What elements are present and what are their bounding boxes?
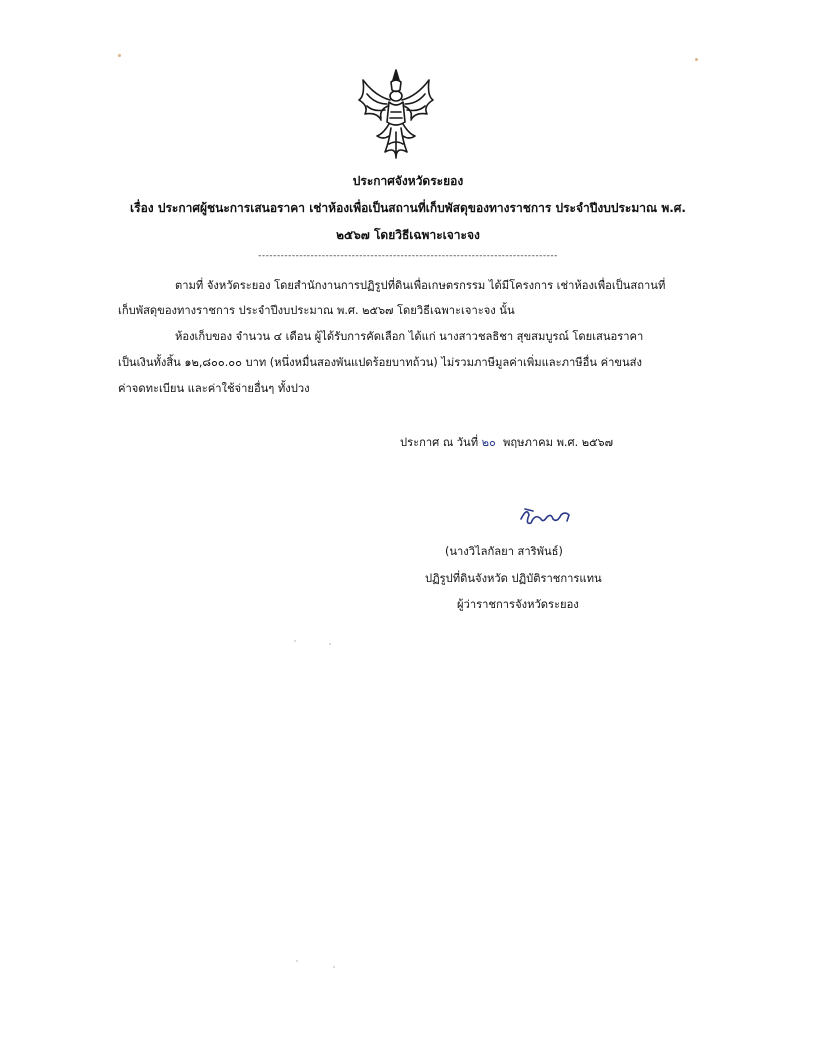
garuda-emblem-icon [355, 66, 437, 164]
announcement-date [400, 437, 613, 448]
date-prefix: ประกาศ ณ วันที่ [400, 436, 479, 449]
announcement-title: ประกาศจังหวัดระยอง [352, 174, 464, 188]
scan-speck [294, 640, 296, 642]
scan-speck [333, 966, 335, 968]
handwritten-signature [515, 505, 575, 529]
signatory-position: ปฏิรูปที่ดินจังหวัด ปฏิบัติราชการแทน [425, 572, 602, 585]
body-paragraph-2-line-3: ค่าจดทะเบียน และค่าใช้จ่ายอื่นๆ ทั้งปวง [118, 382, 310, 395]
body-paragraph-2-line-1: ห้องเก็บของ จำนวน ๔ เดือน ผู้ได้รับการคัดเลือก ได้แก่ นางสาวชลธิชา สุขสมบูรณ์ โดยเสนอราคา [175, 330, 644, 343]
scan-speck [695, 58, 698, 61]
body-paragraph-1-line-2: เก็บพัสดุของทางราชการ ประจำปีงบประมาณ พ.ศ. ๒๕๖๗ โดยวิธีเฉพาะเจาะจง นั้น [118, 304, 515, 317]
scan-speck [329, 643, 331, 645]
signatory-name: (นางวิไลกัลยา สาริพันธ์) [445, 545, 563, 558]
scan-speck [118, 54, 121, 57]
scan-speck [296, 960, 298, 962]
body-paragraph-2-line-2: เป็นเงินทั้งสิ้น ๑๒,๘๐๐.๐๐ บาท (หนึ่งหมื่นสองพันแปดร้อยบาทถ้วน) ไม่รวมภาษีมูลค่าเพิ่มและภาษีอื่น ค่าขนส่ง [118, 356, 642, 369]
subject-line-1: เรื่อง ประกาศผู้ชนะการเสนอราคา เช่าห้องเพื่อเป็นสถานที่เก็บพัสดุของทางราชการ ประจำปีงบประมาณ พ.ศ. [130, 201, 686, 215]
date-month-year: พฤษภาคม พ.ศ. ๒๕๖๗ [502, 436, 614, 449]
signatory-on-behalf: ผู้ว่าราชการจังหวัดระยอง [457, 598, 579, 611]
date-day: ๒๐ [481, 436, 496, 449]
subject-line-2: ๒๕๖๗ โดยวิธีเฉพาะเจาะจง [336, 228, 480, 242]
body-paragraph-1-line-1: ตามที่ จังหวัดระยอง โดยสำนักงานการปฏิรูปที่ดินเพื่อเกษตรกรรม ได้มีโครงการ เช่าห้องเพื่อเป็นสถานที่ [175, 279, 666, 292]
divider: -------------------------------------------------------------------------------- [258, 251, 558, 261]
